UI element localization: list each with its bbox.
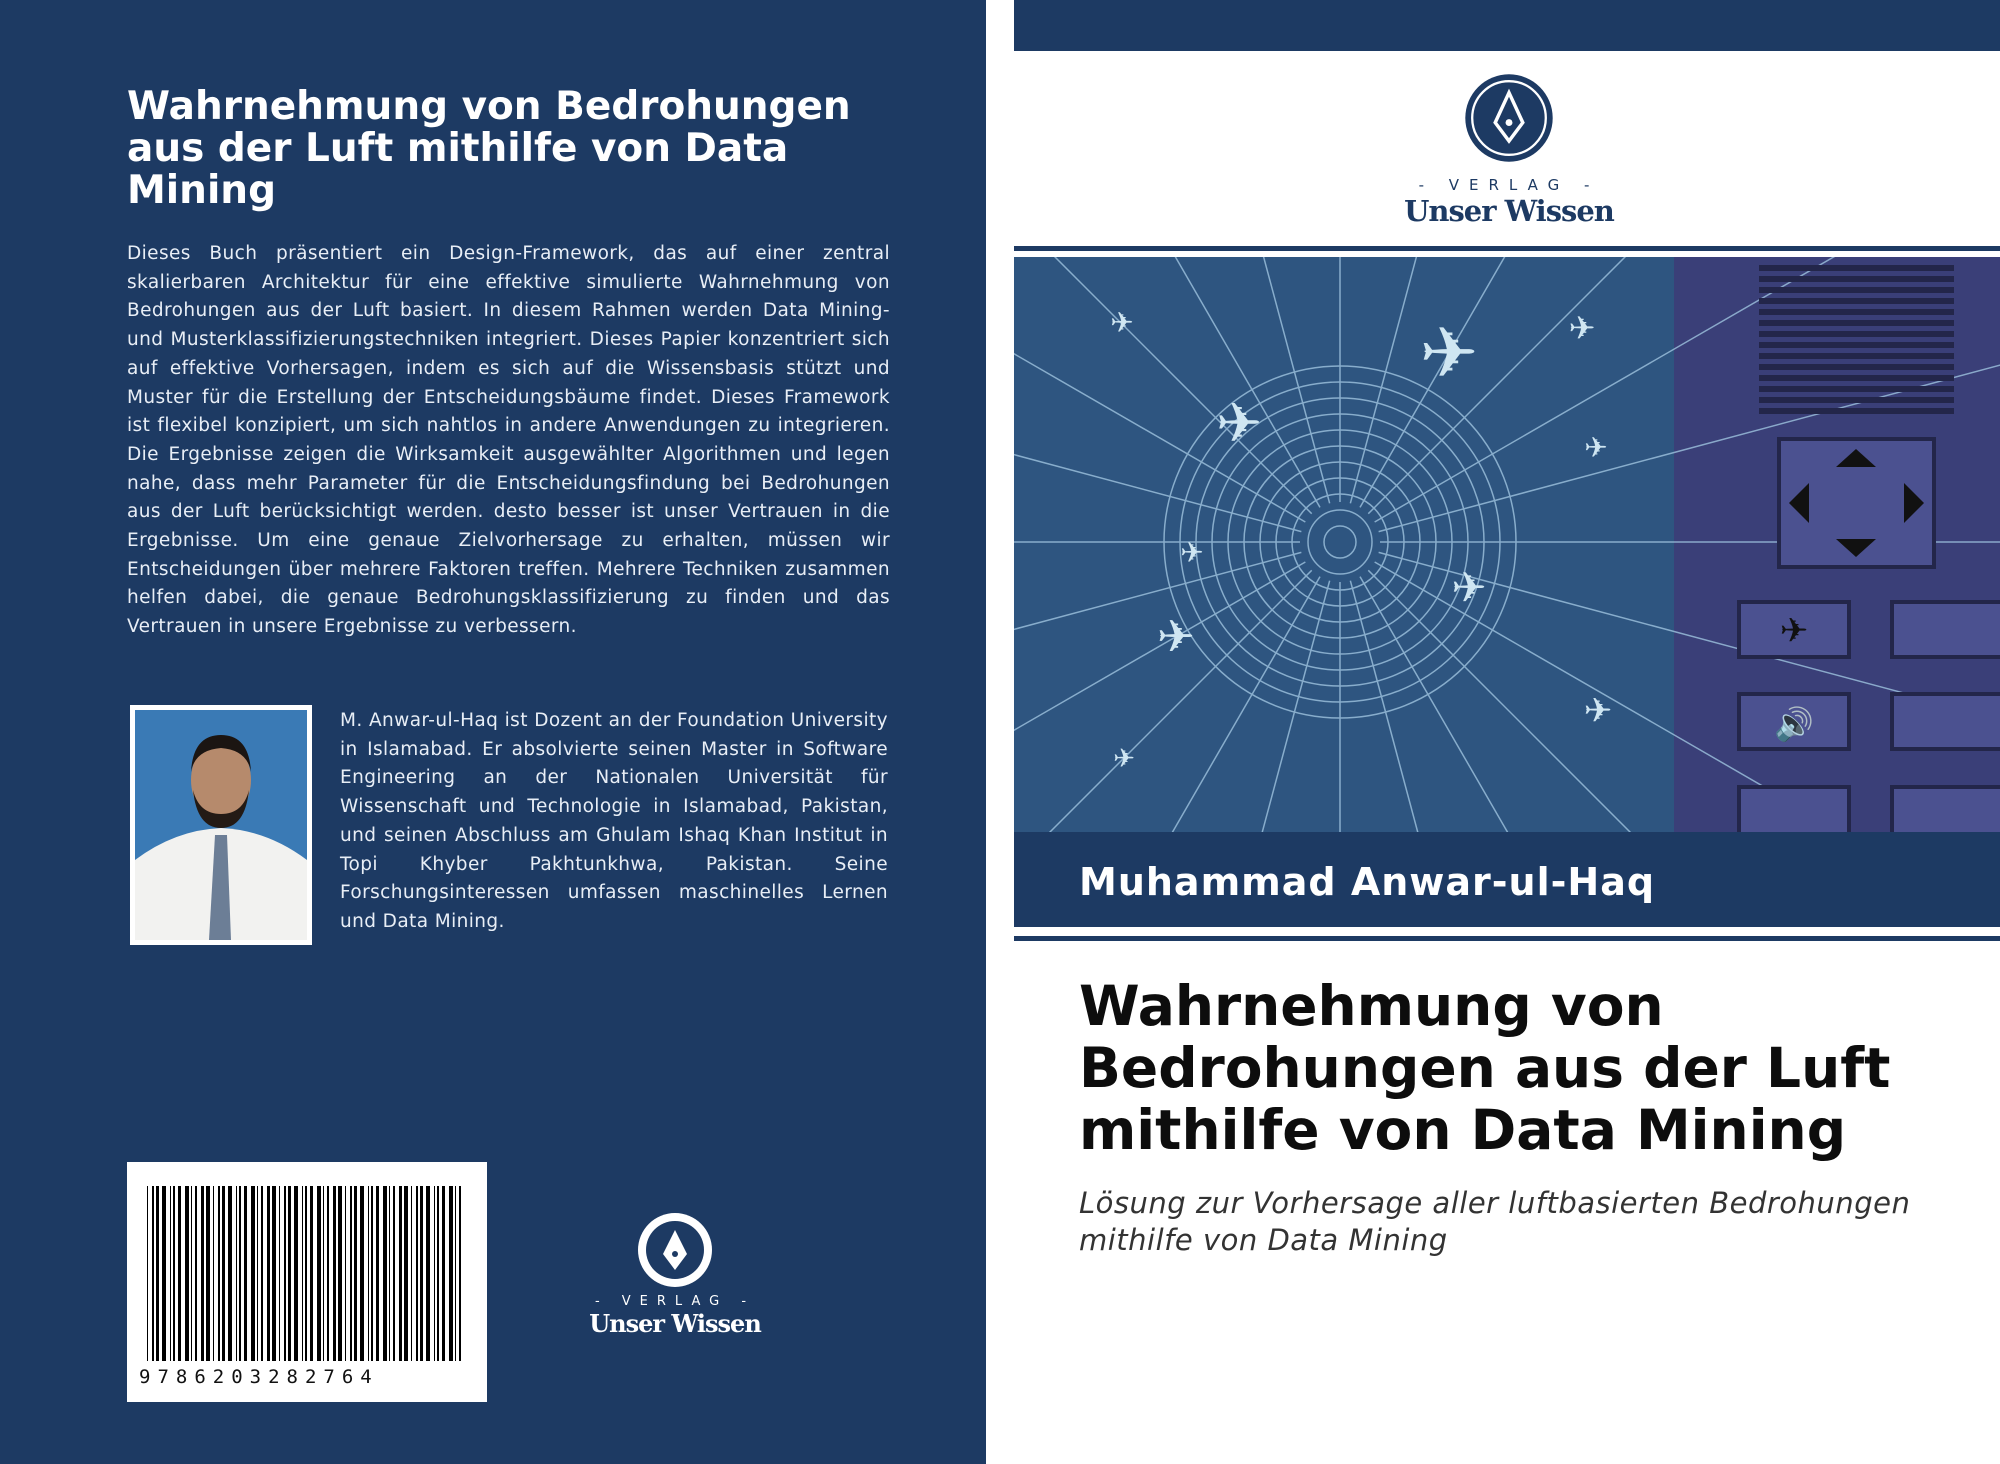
svg-text:✈: ✈ — [1215, 391, 1263, 455]
front-title: Wahrnehmung von Bedrohungen aus der Luft mithilfe von Data Mining — [1079, 974, 1891, 1162]
svg-text:✈: ✈ — [1419, 312, 1479, 394]
svg-text:🔊: 🔊 — [1774, 705, 1814, 743]
svg-text:✈: ✈ — [1568, 309, 1596, 347]
top-bar — [1014, 0, 2000, 51]
verlag-label: - VERLAG - — [1418, 176, 1600, 194]
barcode-bars — [147, 1186, 467, 1361]
front-cover — [1014, 0, 2000, 1464]
subtitle: Lösung zur Vorhersage aller luftbasierten Bedrohungen mithilfe von Data Mining — [1079, 1186, 1911, 1257]
pen-nib-icon — [635, 1210, 715, 1290]
svg-text:✈: ✈ — [1779, 611, 1809, 651]
barcode — [127, 1162, 487, 1402]
isbn-number: 9786203282764 — [139, 1366, 379, 1388]
pen-nib-icon — [1463, 72, 1555, 164]
author-photo — [130, 705, 312, 945]
publisher-name: Unser Wissen — [589, 1309, 761, 1338]
verlag-label: - VERLAG - — [594, 1294, 756, 1309]
divider — [1014, 936, 2000, 941]
author-name: Muhammad Anwar-ul-Haq — [1014, 832, 2000, 927]
publisher-logo-back — [585, 1210, 765, 1338]
svg-text:✈: ✈ — [1110, 306, 1134, 339]
book-blurb: Dieses Buch präsentiert ein Design-Framework, das auf einer zentral skalierbaren Architektur für eine effektive simulierte Wahrnehmung von Bedrohungen aus der Luft basiert. In diesem Rahmen werden Data Mining- und Musterklassifizierungstechniken integriert. Dieses Papier konzentriert sich auf effektive Vorhersagen, indem es sich auf die Wissensbasis stützt und Muster für die Erstellung der Entscheidungsbäume findet. Dieses Framework ist flexibel konzipiert, um sich nahtlos in andere Anwendungen zu integrieren. Die Ergebnisse zeigen die Wirksamkeit ausgewählter Algorithmen und legen nahe, dass mehr Parameter für die Entscheidungsfindung bei Bedrohungen aus der Luft berücksichtigt werden. desto besser ist unser Vertrauen in die Ergebnisse. Um eine genaue Zielvorhersage zu erhalten, müssen wir Entscheidungen über mehrere Faktoren treffen. Mehrere Techniken zusammen helfen dabei, die genaue Bedrohungsklassifizierung zu finden und das Vertrauen in unsere Ergebnisse zu verbessern. — [127, 243, 890, 638]
cover-artwork-radar — [1014, 257, 2000, 832]
publisher-logo-front — [1374, 72, 1644, 228]
svg-text:✈: ✈ — [1584, 431, 1608, 464]
svg-text:✈: ✈ — [1113, 744, 1135, 774]
svg-text:✈: ✈ — [1451, 563, 1487, 612]
svg-text:✈: ✈ — [1157, 610, 1195, 663]
svg-text:✈: ✈ — [1583, 691, 1613, 731]
back-cover — [0, 0, 986, 1464]
publisher-name: Unser Wissen — [1404, 194, 1614, 228]
back-title: Wahrnehmung von Bedrohungen aus der Luft mithilfe von Data Mining — [127, 84, 851, 213]
svg-text:✈: ✈ — [1180, 536, 1204, 569]
author-bio: M. Anwar-ul-Haq ist Dozent an der Foundation University in Islamabad. Er absolvierte seinen Master in Software Engineering an der Nationalen Universität für Wissenschaft und Technologie in Islamabad, Pakistan, und seinen Abschluss am Ghulam Ishaq Khan Institut in Topi Khyber Pakhtunkhwa, Pakistan. Seine Forschungsinteressen umfassen maschinelles Lernen und Data Mining. — [340, 710, 888, 932]
divider — [1014, 246, 2000, 251]
